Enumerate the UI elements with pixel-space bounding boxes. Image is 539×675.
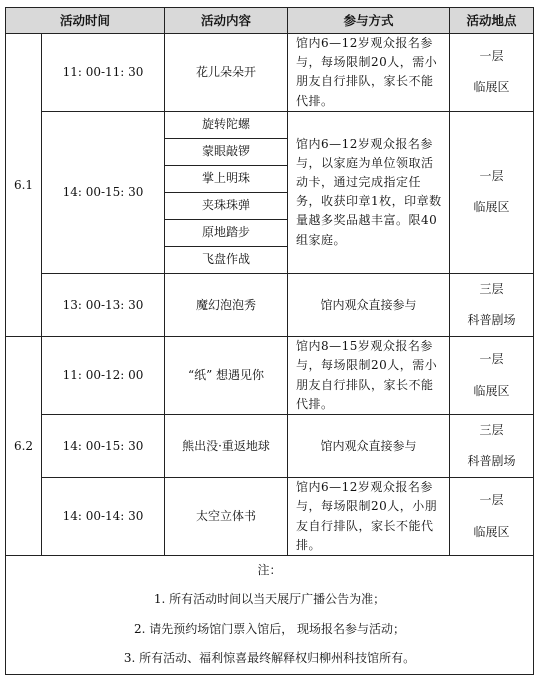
header-row bbox=[6, 8, 534, 34]
header-content: 活动内容 bbox=[165, 8, 288, 34]
location-floor: 三层 bbox=[479, 422, 504, 437]
activity-cell: 飞盘作战 bbox=[165, 246, 288, 273]
activity-cell: 掌上明珠 bbox=[165, 165, 288, 192]
location-cell bbox=[450, 478, 534, 556]
activity-cell: 魔幻泡泡秀 bbox=[165, 273, 288, 336]
notes-title: 注： bbox=[257, 563, 282, 577]
location-cell bbox=[450, 34, 534, 112]
notes-row bbox=[6, 556, 534, 675]
table-row bbox=[6, 478, 534, 556]
location-cell bbox=[450, 273, 534, 336]
location-floor: 一层 bbox=[479, 169, 504, 184]
table-row bbox=[6, 337, 534, 415]
location-area: 临展区 bbox=[473, 200, 510, 215]
note-item: 2. 请先预约场馆门票入馆后， 现场报名参与活动； bbox=[133, 621, 406, 636]
method-cell: 馆内6—12岁观众报名参与，每场限制20人，需小朋友自行排队，家长不能代排。 bbox=[288, 34, 450, 112]
location-cell bbox=[450, 337, 534, 415]
method-cell: 馆内6—12岁观众报名参与，以家庭为单位领取活动卡，通过完成指定任务，收获印章1枚，印章数量越多奖品越丰富。限40组家庭。 bbox=[288, 111, 450, 273]
date-cell: 6.2 bbox=[6, 337, 42, 556]
location-cell bbox=[450, 414, 534, 477]
activity-cell: 熊出没·重返地球 bbox=[165, 414, 288, 477]
location-floor: 一层 bbox=[479, 493, 504, 508]
activity-cell: 原地踏步 bbox=[165, 219, 288, 246]
location-floor: 三层 bbox=[479, 281, 504, 296]
time-cell: 11: 00-12: 00 bbox=[42, 337, 165, 415]
activity-cell: 蒙眼敲锣 bbox=[165, 138, 288, 165]
location-floor: 一层 bbox=[479, 352, 504, 367]
location-area: 临展区 bbox=[473, 383, 510, 398]
location-area: 科普剧场 bbox=[467, 454, 516, 469]
note-item: 3. 所有活动、福利惊喜最终解释权归柳州科技馆所有。 bbox=[123, 651, 416, 666]
table-row bbox=[6, 414, 534, 477]
location-floor: 一层 bbox=[479, 49, 504, 64]
time-cell: 14: 00-15: 30 bbox=[42, 111, 165, 273]
location-area: 科普剧场 bbox=[467, 312, 516, 327]
time-cell: 11: 00-11: 30 bbox=[42, 34, 165, 112]
table-row bbox=[6, 111, 534, 138]
activity-cell: “纸” 想遇见你 bbox=[165, 337, 288, 415]
activity-cell: 旋转陀螺 bbox=[165, 111, 288, 138]
table-row bbox=[6, 273, 534, 336]
activity-cell: 花儿朵朵开 bbox=[165, 34, 288, 112]
method-cell: 馆内观众直接参与 bbox=[288, 273, 450, 336]
activity-schedule-table bbox=[5, 7, 534, 675]
time-cell: 14: 00-14: 30 bbox=[42, 478, 165, 556]
time-cell: 13: 00-13: 30 bbox=[42, 273, 165, 336]
notes-cell bbox=[6, 556, 534, 675]
location-area: 临展区 bbox=[473, 524, 510, 539]
activity-cell: 夹珠珠弹 bbox=[165, 192, 288, 219]
header-method: 参与方式 bbox=[288, 8, 450, 34]
location-area: 临展区 bbox=[473, 80, 510, 95]
header-time: 活动时间 bbox=[6, 8, 165, 34]
note-item: 1. 所有活动时间以当天展厅广播公告为准； bbox=[153, 592, 386, 607]
method-cell: 馆内6—12岁观众报名参与，每场限制20人，小朋友自行排队，家长不能代排。 bbox=[288, 478, 450, 556]
location-cell bbox=[450, 111, 534, 273]
method-cell: 馆内观众直接参与 bbox=[288, 414, 450, 477]
activity-cell: 太空立体书 bbox=[165, 478, 288, 556]
date-cell: 6.1 bbox=[6, 34, 42, 337]
table-row bbox=[6, 34, 534, 112]
method-cell: 馆内8—15岁观众报名参与，每场限制20人，需小朋友自行排队，家长不能代排。 bbox=[288, 337, 450, 415]
header-location: 活动地点 bbox=[450, 8, 534, 34]
time-cell: 14: 00-15: 30 bbox=[42, 414, 165, 477]
